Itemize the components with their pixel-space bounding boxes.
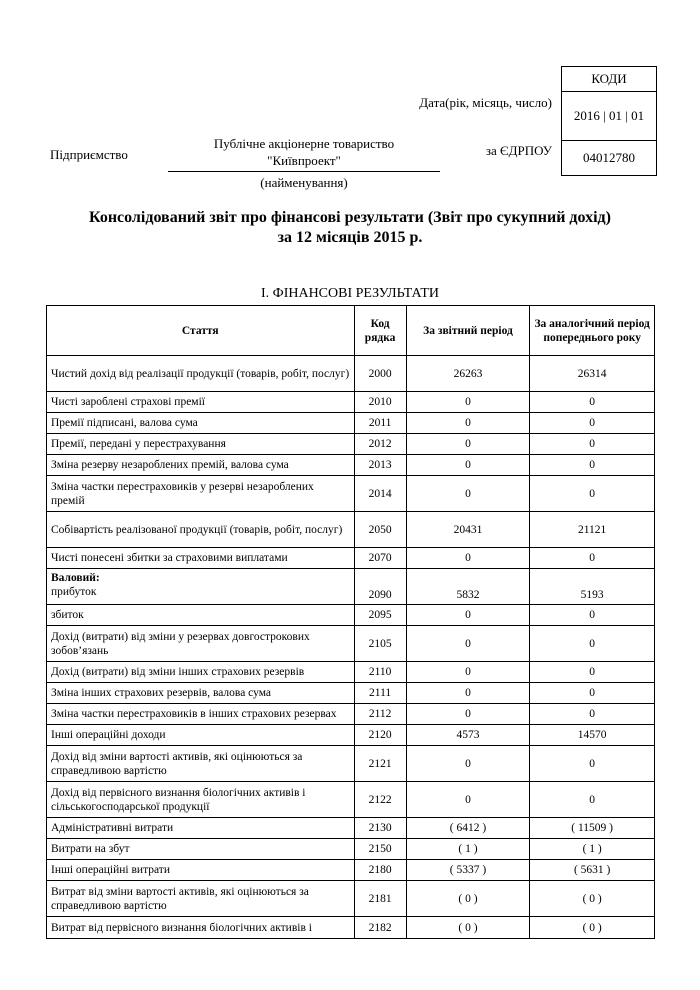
report-title <box>40 208 660 248</box>
row-current: 0 <box>406 704 530 725</box>
row-article: Витрати на збут <box>47 839 355 860</box>
row-previous: 0 <box>530 746 655 782</box>
row-article: Дохід (витрати) від зміни у резервах довгострокових зобов’язань <box>47 626 355 662</box>
row-previous: 0 <box>530 548 655 569</box>
row-previous: 0 <box>530 782 655 818</box>
row-code: 2013 <box>354 455 406 476</box>
row-previous: ( 0 ) <box>530 917 655 939</box>
row-code: 2050 <box>354 512 406 548</box>
row-previous: 21121 <box>530 512 655 548</box>
financial-results-table <box>46 305 655 939</box>
row-previous: 14570 <box>530 725 655 746</box>
row-current: 0 <box>406 746 530 782</box>
row-previous: 0 <box>530 662 655 683</box>
row-previous: 0 <box>530 434 655 455</box>
row-code: 2150 <box>354 839 406 860</box>
row-article: Зміна частки перестраховиків в інших страхових резервах <box>47 704 355 725</box>
row-code: 2112 <box>354 704 406 725</box>
row-code: 2011 <box>354 413 406 434</box>
table-row <box>47 917 655 939</box>
row-code: 2181 <box>354 881 406 917</box>
row-article <box>47 569 355 605</box>
row-previous: 0 <box>530 626 655 662</box>
header-article: Стаття <box>47 306 355 356</box>
table-row <box>47 704 655 725</box>
row-code: 2012 <box>354 434 406 455</box>
row-article: Дохід (витрати) від зміни інших страхових резервів <box>47 662 355 683</box>
row-current: ( 6412 ) <box>406 818 530 839</box>
row-article-text: прибуток <box>51 586 97 598</box>
row-current: 0 <box>406 548 530 569</box>
row-code: 2111 <box>354 683 406 704</box>
row-previous: ( 0 ) <box>530 881 655 917</box>
row-previous: 0 <box>530 413 655 434</box>
enterprise-name <box>168 135 440 169</box>
report-title-line2: за 12 місяців 2015 р. <box>277 229 423 246</box>
row-article: Собівартість реалізованої продукції (товарів, робіт, послуг) <box>47 512 355 548</box>
header-previous: За аналогічний період попереднього року <box>530 306 655 356</box>
enterprise-name-line1: Публічне акціонерне товариство <box>213 136 395 151</box>
row-code: 2120 <box>354 725 406 746</box>
report-title-line1: Консолідований звіт про фінансові результати (Звіт про сукупний дохід) <box>89 209 611 226</box>
row-article: Премії підписані, валова сума <box>47 413 355 434</box>
row-article: Інші операційні витрати <box>47 860 355 881</box>
row-code: 2070 <box>354 548 406 569</box>
row-current: ( 5337 ) <box>406 860 530 881</box>
row-article: Дохід від первісного визнання біологічних активів і сільськогосподарської продукції <box>47 782 355 818</box>
row-code: 2095 <box>354 605 406 626</box>
row-previous: ( 1 ) <box>530 839 655 860</box>
table-row <box>47 476 655 512</box>
table-row <box>47 725 655 746</box>
edrpou-label: за ЄДРПОУ <box>485 143 552 158</box>
row-article: Чистий дохід від реалізації продукції (товарів, робіт, послуг) <box>47 356 355 392</box>
row-current: 0 <box>406 455 530 476</box>
table-row <box>47 782 655 818</box>
row-code: 2130 <box>354 818 406 839</box>
row-article: Адміністративні витрати <box>47 818 355 839</box>
row-code: 2000 <box>354 356 406 392</box>
table-row <box>47 626 655 662</box>
edrpou-value: 04012780 <box>562 140 656 175</box>
row-current: 0 <box>406 476 530 512</box>
row-previous: 0 <box>530 476 655 512</box>
row-code: 2105 <box>354 626 406 662</box>
row-previous: 0 <box>530 455 655 476</box>
row-current: 0 <box>406 434 530 455</box>
codes-header: КОДИ <box>591 71 627 86</box>
row-previous: 0 <box>530 683 655 704</box>
table-header-row <box>47 306 655 356</box>
row-code: 2090 <box>354 569 406 605</box>
row-article-group: Валовий: <box>51 572 100 584</box>
row-previous: 0 <box>530 704 655 725</box>
row-code: 2121 <box>354 746 406 782</box>
row-article: Зміна інших страхових резервів, валова сума <box>47 683 355 704</box>
row-current: ( 1 ) <box>406 839 530 860</box>
codes-box <box>561 66 657 176</box>
row-article: Витрат від зміни вартості активів, які оцінюються за справедливою вартістю <box>47 881 355 917</box>
header-code: Код рядка <box>354 306 406 356</box>
row-article: Витрат від первісного визнання біологічних активів і <box>47 917 355 939</box>
row-previous: 0 <box>530 605 655 626</box>
row-previous: ( 5631 ) <box>530 860 655 881</box>
header-current: За звітний період <box>406 306 530 356</box>
row-article: Зміна частки перестраховиків у резерві незароблених премій <box>47 476 355 512</box>
row-code: 2122 <box>354 782 406 818</box>
row-current: 0 <box>406 626 530 662</box>
row-code: 2180 <box>354 860 406 881</box>
table-row <box>47 356 655 392</box>
row-code: 2182 <box>354 917 406 939</box>
row-current: 5832 <box>406 569 530 605</box>
table-row <box>47 746 655 782</box>
table-row <box>47 683 655 704</box>
enterprise-underline <box>168 171 440 172</box>
row-current: 26263 <box>406 356 530 392</box>
row-current: 0 <box>406 782 530 818</box>
row-article: Чисті понесені збитки за страховими виплатами <box>47 548 355 569</box>
section-title: I. ФІНАНСОВІ РЕЗУЛЬТАТИ <box>260 286 440 301</box>
table-body <box>47 356 655 939</box>
table-row <box>47 662 655 683</box>
row-previous: ( 11509 ) <box>530 818 655 839</box>
row-code: 2014 <box>354 476 406 512</box>
enterprise-label: Підприємство <box>50 147 128 162</box>
row-article: Чисті зароблені страхові премії <box>47 392 355 413</box>
row-article: Премії, передані у перестрахування <box>47 434 355 455</box>
row-current: 0 <box>406 413 530 434</box>
table-row <box>47 548 655 569</box>
row-article: Інші операційні доходи <box>47 725 355 746</box>
row-code: 2110 <box>354 662 406 683</box>
row-article: Дохід від зміни вартості активів, які оцінюються за справедливою вартістю <box>47 746 355 782</box>
row-current: 0 <box>406 605 530 626</box>
row-previous: 26314 <box>530 356 655 392</box>
table-row <box>47 860 655 881</box>
enterprise-note: (найменування) <box>260 175 348 190</box>
table-row <box>47 512 655 548</box>
enterprise-name-line2: "Київпроект" <box>267 153 341 168</box>
table-row <box>47 605 655 626</box>
row-current: 4573 <box>406 725 530 746</box>
table-row <box>47 881 655 917</box>
row-current: ( 0 ) <box>406 881 530 917</box>
row-current: ( 0 ) <box>406 917 530 939</box>
row-article: збиток <box>47 605 355 626</box>
table-row <box>47 569 655 605</box>
table-row <box>47 413 655 434</box>
row-current: 0 <box>406 392 530 413</box>
table-row <box>47 818 655 839</box>
table-row <box>47 839 655 860</box>
row-current: 0 <box>406 662 530 683</box>
date-value: 2016 | 01 | 01 <box>562 91 656 140</box>
table-row <box>47 392 655 413</box>
row-code: 2010 <box>354 392 406 413</box>
row-previous: 5193 <box>530 569 655 605</box>
row-article: Зміна резерву незароблених премій, валова сума <box>47 455 355 476</box>
table-row <box>47 455 655 476</box>
row-previous: 0 <box>530 392 655 413</box>
date-label: Дата(рік, місяць, число) <box>419 95 552 110</box>
row-current: 0 <box>406 683 530 704</box>
row-current: 20431 <box>406 512 530 548</box>
table-row <box>47 434 655 455</box>
